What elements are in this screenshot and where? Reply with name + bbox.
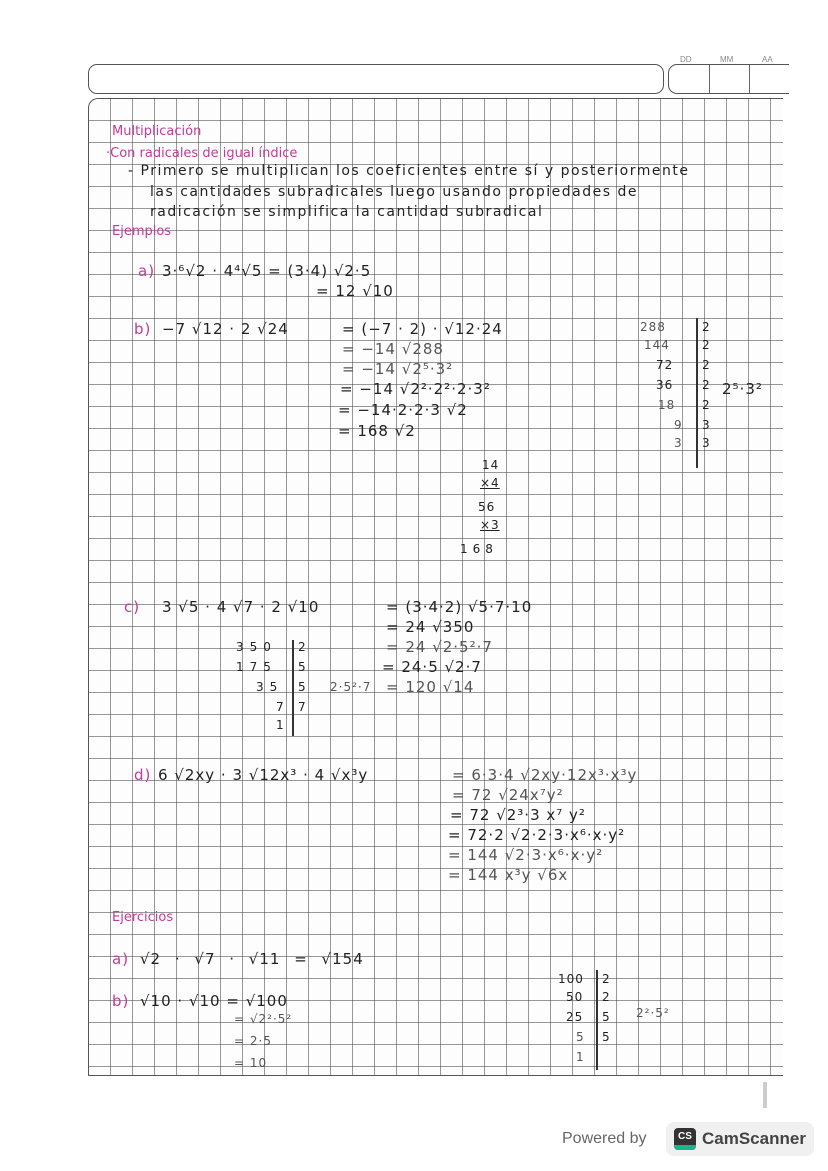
e-factor-left-3: 5 [576,1030,585,1044]
explanation-line-3: radicación se simplifica la cantidad subradical [150,204,544,220]
e-factor-left-2: 25 [566,1010,584,1024]
mult-line-4: 168 [460,542,498,556]
factor-left-3: 36 [656,378,674,392]
factor-right-2: 2 [702,358,711,372]
exercise-b-line-2: = √2²·5² [234,1012,293,1026]
example-d-line-2: = 72 √24x⁷y² [452,786,564,804]
name-field-box [88,64,664,94]
examples-heading: Ejemplos [112,224,172,239]
mult-line-1: ×4 [480,476,500,490]
grid-paper-sheet [88,98,783,1076]
example-c-line-1: = (3·4·2) √5·7·10 [386,598,533,616]
factor-left-2: 72 [656,358,674,372]
date-cell-dd [669,65,710,93]
factor-right-0: 2 [702,320,711,334]
factor-left-1: 144 [644,338,670,352]
example-b-line-3: = −14 √2⁵·3² [342,360,454,378]
example-c-problem: 3 √5 · 4 √7 · 2 √10 [162,598,320,616]
camscanner-badge [666,1122,814,1156]
example-b-line-4: = −14 √2²·2²·2·3² [340,380,491,398]
e-factor-left-0: 100 [558,972,584,986]
e-factor-right-1: 2 [602,990,611,1004]
page-title: Multiplicación [112,124,202,139]
factor-right-6: 3 [702,436,711,450]
c-factor-divider [292,640,294,736]
factor-right-5: 3 [702,418,711,432]
example-c-line-2: = 24 √350 [386,618,475,636]
example-d-problem: 6 √2xy · 3 √12x³ · 4 √x³y [158,766,369,784]
exercise-a-label: a) [112,950,130,968]
camscanner-logo-text: CS [678,1131,692,1142]
example-a-line-2: = 12 √10 [316,282,394,300]
c-factor-right-0: 2 [298,640,307,654]
example-c-line-5: = 120 √14 [386,678,475,696]
factor-right-4: 2 [702,398,711,412]
e-factor-left-4: 1 [576,1050,585,1064]
mult-line-2: 56 [478,500,496,514]
example-b-label: b) [134,320,152,338]
date-label-mm: MM [720,55,734,64]
exercise-b-line-3: = 2·5 [234,1034,272,1048]
mult-line-3: ×3 [480,518,500,532]
date-label-aa: AA [762,55,773,64]
example-d-line-4: = 72·2 √2·2·3·x⁶·x·y² [448,826,626,844]
e-factor-right-0: 2 [602,972,611,986]
example-d-line-6: = 144 x³y √6x [448,866,569,884]
camscanner-logo-icon [674,1128,696,1150]
factor-right-1: 2 [702,338,711,352]
c-factor-left-1: 175 [236,660,277,674]
powered-by-label: Powered by [562,1130,647,1147]
e-factor-right-3: 5 [602,1030,611,1044]
example-b-line-2: = −14 √288 [342,340,444,358]
factor-left-4: 18 [658,398,676,412]
explanation-line-1: - Primero se multiplican los coeficientes entre sí y posteriormente [128,163,690,179]
c-factor-left-4: 1 [276,718,285,732]
example-d-line-3: = 72 √2³·3 x⁷ y² [450,806,586,824]
date-label-dd: DD [680,55,692,64]
factor-right-3: 2 [702,378,711,392]
example-b-line-6: = 168 √2 [338,422,416,440]
example-b-line-5: = −14·2·2·3 √2 [338,401,468,419]
example-c-line-3: = 24 √2·5²·7 [386,638,493,656]
example-d-line-1: = 6·3·4 √2xy·12x³·x³y [452,766,638,784]
example-a-line-1: 3·⁶√2 · 4⁴√5 = (3·4) √2·5 [162,262,372,280]
page-edge-mark [763,1082,767,1108]
exercise-b-line-4: = 10 [234,1056,268,1070]
section-subtitle: ·Con radicales de igual índice [106,146,298,161]
example-c-label: c) [124,598,141,616]
example-d-line-5: = 144 √2·3·x⁶·x·y² [448,846,604,864]
factor-divider [696,318,698,468]
exercise-a-line: √2 · √7 · √11 = √154 [140,950,364,968]
factor-result: 2⁵·3² [722,380,763,398]
e-factor-left-1: 50 [566,990,584,1004]
factor-left-5: 9 [674,418,683,432]
example-d-label: d) [134,766,152,784]
c-factor-right-1: 5 [298,660,307,674]
e-factor-divider [596,970,598,1070]
camscanner-brand-name: CamScanner [702,1129,806,1148]
example-b-line-1: = (−7 · 2) · √12·24 [342,320,503,338]
exercise-b-label: b) [112,992,130,1010]
explanation-line-2: las cantidades subradicales luego usando propiedades de [150,184,638,200]
c-factor-left-0: 350 [236,640,277,654]
exercises-heading: Ejercicios [112,910,174,925]
e-factor-right-2: 5 [602,1010,611,1024]
example-a-label: a) [138,262,156,280]
c-factor-right-2: 5 [298,680,307,694]
c-factor-left-2: 35 [256,680,284,694]
factor-left-6: 3 [674,436,683,450]
exercise-b-line-1: √10 · √10 = √100 [140,992,288,1010]
c-factor-left-3: 7 [276,700,285,714]
c-factor-right-3: 7 [298,700,307,714]
example-c-line-4: = 24·5 √2·7 [382,658,482,676]
mult-line-0: 14 [482,458,500,472]
date-box [668,64,789,94]
c-factor-result: 2·5²·7 [330,680,372,694]
example-b-problem: −7 √12 · 2 √24 [162,320,289,338]
e-factor-result: 2²·5² [636,1006,670,1020]
factor-left-0: 288 [640,320,666,334]
date-cell-mm [709,65,750,93]
